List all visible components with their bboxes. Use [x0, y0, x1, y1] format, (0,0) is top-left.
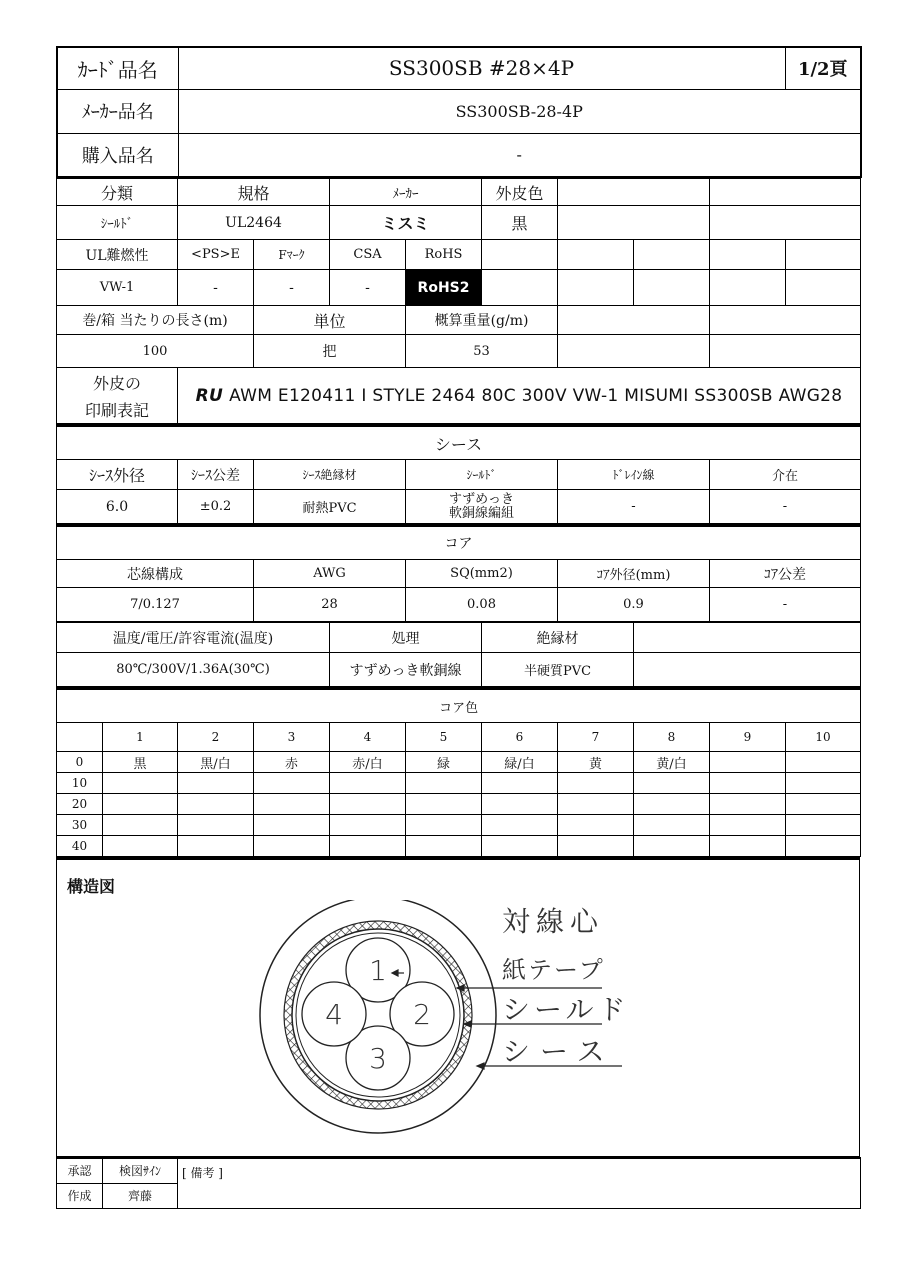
- label-pair-core: 対線心: [502, 905, 605, 938]
- color-cell: [786, 836, 861, 857]
- sheath-ins-value: 耐熱PVC: [254, 490, 406, 524]
- filler-label: 介在: [710, 460, 861, 490]
- color-cell: [330, 794, 406, 815]
- label-paper-tape: 紙テープ: [502, 956, 605, 984]
- color-cell: [103, 773, 178, 794]
- color-cell: 黄: [558, 752, 634, 773]
- color-cell: [558, 836, 634, 857]
- color-cell: [482, 773, 558, 794]
- color-cell: [710, 794, 786, 815]
- col-5: 5: [406, 723, 482, 752]
- core-extra-table: [56, 622, 861, 687]
- col-10: 10: [786, 723, 861, 752]
- color-cell: [710, 752, 786, 773]
- core-color-row: [57, 815, 861, 836]
- check-label: 検図ｻｲﾝ: [103, 1158, 178, 1183]
- color-cell: [254, 836, 330, 857]
- core-color-row: [57, 794, 861, 815]
- ul-logo: RU: [195, 385, 224, 406]
- print-label: [57, 368, 178, 424]
- color-cell: [103, 815, 178, 836]
- color-cell: 赤: [254, 752, 330, 773]
- print-text-cell: [178, 368, 861, 424]
- fmark-value: -: [254, 270, 330, 306]
- color-cell: [406, 836, 482, 857]
- length-value: 100: [57, 335, 254, 368]
- footer-table: [56, 1157, 861, 1209]
- temp-value: 80℃/300V/1.36A(30℃): [57, 653, 330, 687]
- drain-label: ﾄﾞﾚｲﾝ線: [558, 460, 710, 490]
- maker-label: ﾒｰｶｰ: [330, 179, 482, 206]
- color-cell: [482, 836, 558, 857]
- row-label: 0: [57, 752, 103, 773]
- shield-label: ｼｰﾙﾄﾞ: [406, 460, 558, 490]
- shield-value: [406, 490, 558, 524]
- color-cell: [330, 815, 406, 836]
- remarks-label: [ 備考 ]: [178, 1158, 861, 1208]
- color-cell: [178, 836, 254, 857]
- color-cell: [254, 794, 330, 815]
- core-ins-label: 絶縁材: [482, 623, 634, 653]
- structure-title: 構造図: [67, 877, 116, 896]
- core-4-label: 4: [325, 998, 343, 1031]
- color-cell: [634, 836, 710, 857]
- color-cell: [558, 815, 634, 836]
- core-table: [56, 524, 861, 622]
- rohs-badge: RoHS2: [406, 270, 482, 306]
- sheath-tol-label: ｼｰｽ公差: [178, 460, 254, 490]
- core-color-row: [57, 752, 861, 773]
- core-color-row: [57, 773, 861, 794]
- core-comp-value: 7/0.127: [57, 588, 254, 622]
- col-6: 6: [482, 723, 558, 752]
- core-1-label: 1: [369, 954, 387, 987]
- col-2: 2: [178, 723, 254, 752]
- color-cell: [178, 815, 254, 836]
- color-cell: [558, 773, 634, 794]
- sheath-title: シース: [57, 426, 861, 460]
- col-9: 9: [710, 723, 786, 752]
- sheath-tol-value: ±0.2: [178, 490, 254, 524]
- jacket-color-label: 外皮色: [482, 179, 558, 206]
- color-cell: [406, 794, 482, 815]
- row-label: 20: [57, 794, 103, 815]
- class-value: ｼｰﾙﾄﾞ: [57, 206, 178, 240]
- rohs-label: RoHS: [406, 240, 482, 270]
- label-shield: シールド: [502, 993, 630, 1026]
- shield-value-line2: 軟銅線編組: [448, 505, 514, 521]
- csa-value: -: [330, 270, 406, 306]
- color-cell: [482, 815, 558, 836]
- core-color-title: コア色: [57, 689, 861, 723]
- print-label-line1: 外皮の: [93, 373, 142, 393]
- structure-diagram: [56, 857, 860, 1157]
- color-cell: [178, 794, 254, 815]
- core-color-header-row: [57, 723, 861, 752]
- maker-name-label: ﾒｰｶｰ品名: [57, 89, 178, 133]
- color-cell: [786, 794, 861, 815]
- treat-value: すずめっき軟銅線: [330, 653, 482, 687]
- sheath-table: [56, 424, 861, 524]
- core-sq-value: 0.08: [406, 588, 558, 622]
- maker-name: SS300SB-28-4P: [178, 89, 861, 133]
- ul-label: UL難燃性: [57, 240, 178, 270]
- core-od-label: ｺｱ外径(mm): [558, 560, 710, 588]
- core-awg-value: 28: [254, 588, 406, 622]
- author-name: 齊藤: [103, 1183, 178, 1208]
- row-label: 30: [57, 815, 103, 836]
- color-cell: [103, 794, 178, 815]
- purchase-name-label: 購入品名: [57, 133, 178, 177]
- color-cell: [254, 815, 330, 836]
- maker-value: ミスミ: [330, 206, 482, 240]
- core-comp-label: 芯線構成: [57, 560, 254, 588]
- pse-value: -: [178, 270, 254, 306]
- fmark-label: Fﾏｰｸ: [254, 240, 330, 270]
- label-sheath: シース: [502, 1035, 615, 1068]
- weight-value: 53: [406, 335, 558, 368]
- length-label: 巻/箱 当たりの長さ(m): [57, 306, 254, 335]
- core-color-table: [56, 687, 861, 857]
- core-awg-label: AWG: [254, 560, 406, 588]
- core-2-label: 2: [413, 998, 431, 1031]
- weight-label: 概算重量(g/m): [406, 306, 558, 335]
- card-name-label: ｶｰﾄﾞ品名: [57, 47, 178, 89]
- col-3: 3: [254, 723, 330, 752]
- jacket-color-value: 黒: [482, 206, 558, 240]
- spec-table: [56, 178, 861, 424]
- color-cell: [558, 794, 634, 815]
- color-cell: [710, 836, 786, 857]
- col-1: 1: [103, 723, 178, 752]
- treat-label: 処理: [330, 623, 482, 653]
- col-7: 7: [558, 723, 634, 752]
- color-cell: [786, 752, 861, 773]
- core-sq-label: SQ(mm2): [406, 560, 558, 588]
- purchase-name: -: [178, 133, 861, 177]
- unit-label: 単位: [254, 306, 406, 335]
- row-label: 10: [57, 773, 103, 794]
- core-od-value: 0.9: [558, 588, 710, 622]
- color-cell: [103, 836, 178, 857]
- class-label: 分類: [57, 179, 178, 206]
- spec-sheet: [56, 46, 860, 1216]
- page-number: 1/2頁: [785, 47, 861, 89]
- color-cell: [710, 815, 786, 836]
- std-label: 規格: [178, 179, 330, 206]
- drain-value: -: [558, 490, 710, 524]
- color-cell: [634, 794, 710, 815]
- core-tol-value: -: [710, 588, 861, 622]
- sheath-od-label: ｼｰｽ外径: [57, 460, 178, 490]
- color-cell: 黒: [103, 752, 178, 773]
- core-color-rows: [57, 752, 861, 857]
- color-cell: 緑/白: [482, 752, 558, 773]
- color-cell: 緑: [406, 752, 482, 773]
- color-cell: 黒/白: [178, 752, 254, 773]
- temp-label: 温度/電圧/許容電流(温度): [57, 623, 330, 653]
- core-ins-value: 半硬質PVC: [482, 653, 634, 687]
- core-title: コア: [57, 526, 861, 560]
- core-tol-label: ｺｱ公差: [710, 560, 861, 588]
- ul-value: VW-1: [57, 270, 178, 306]
- color-cell: [178, 773, 254, 794]
- color-cell: [634, 773, 710, 794]
- sheath-ins-label: ｼｰｽ絶縁材: [254, 460, 406, 490]
- row-label: 40: [57, 836, 103, 857]
- create-label: 作成: [57, 1183, 103, 1208]
- core-color-row: [57, 836, 861, 857]
- approve-label: 承認: [57, 1158, 103, 1183]
- std-value: UL2464: [178, 206, 330, 240]
- sheath-od-value: 6.0: [57, 490, 178, 524]
- color-cell: [254, 773, 330, 794]
- color-cell: [634, 815, 710, 836]
- color-cell: [482, 794, 558, 815]
- color-cell: [406, 815, 482, 836]
- card-name: SS300SB #28×4P: [178, 47, 785, 89]
- pse-label: <PS>E: [178, 240, 254, 270]
- color-cell: [330, 836, 406, 857]
- color-cell: 黄/白: [634, 752, 710, 773]
- col-4: 4: [330, 723, 406, 752]
- header-table: [56, 46, 862, 178]
- print-label-line2: 印刷表記: [85, 400, 150, 420]
- shield-value-line1: すずめっき: [448, 491, 514, 507]
- color-cell: [330, 773, 406, 794]
- color-cell: [786, 773, 861, 794]
- core-3-label: 3: [369, 1042, 387, 1075]
- color-cell: [406, 773, 482, 794]
- print-text: AWM E120411 I STYLE 2464 80C 300V VW-1 MISUMI SS300SB AWG28: [229, 385, 843, 406]
- color-cell: [710, 773, 786, 794]
- color-cell: [786, 815, 861, 836]
- unit-value: 把: [254, 335, 406, 368]
- csa-label: CSA: [330, 240, 406, 270]
- filler-value: -: [710, 490, 861, 524]
- color-cell: 赤/白: [330, 752, 406, 773]
- col-8: 8: [634, 723, 710, 752]
